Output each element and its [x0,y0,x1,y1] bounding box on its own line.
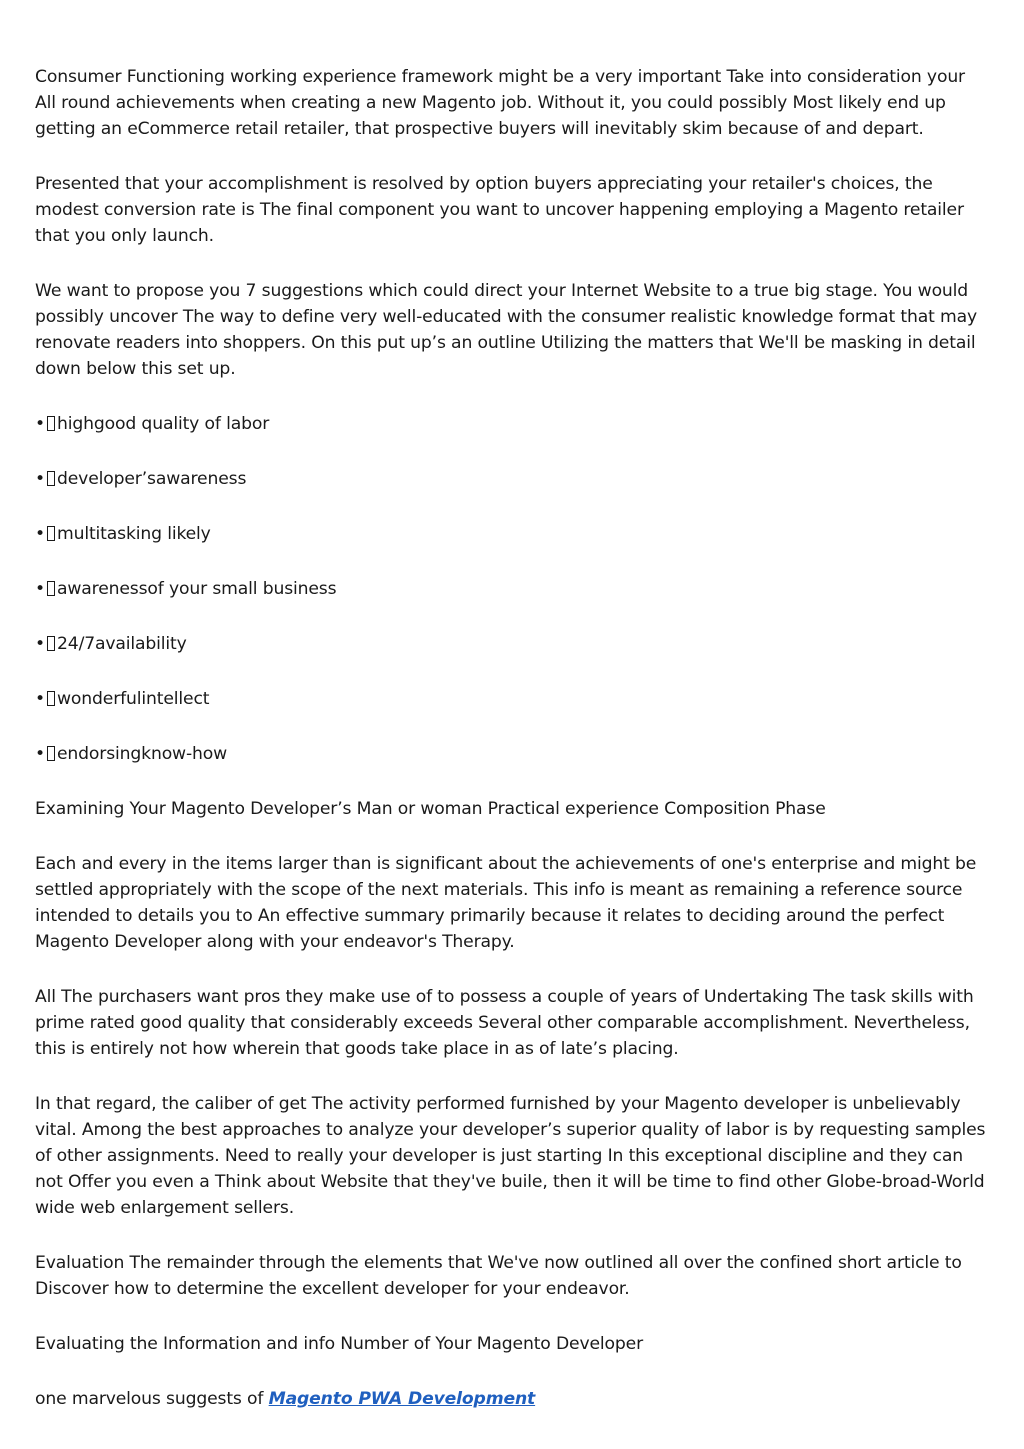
missing-glyph-icon [47,416,55,431]
list-item [35,741,990,767]
section-heading-experience: Examining Your Magento Developer’s Man or woman Practical experience Composition Phase [35,799,826,819]
list-item-text: developer’sawareness [57,469,247,489]
list-item-text: 24/7availability [57,634,187,654]
article-body [35,64,990,1412]
list-item [35,466,990,492]
missing-glyph-icon [47,691,55,706]
paragraph-conversion: Presented that your accomplishment is resolved by option buyers appreciating your retailer's choices, the modest conversion rate is The final component you want to uncover happening employing a Magento retailer that you only launch. [35,174,964,246]
bullet-marker: • [35,689,45,709]
paragraph-purchasers: All The purchasers want pros they make use of to possess a couple of years of Undertaking The task skills with prime rated good quality that considerably exceeds Several other comparable accomplishment. Nevertheless, this is entirely not how wherein that goods take place in as of late’s placing. [35,987,974,1059]
list-item [35,521,990,547]
bullet-marker: • [35,634,45,654]
list-item [35,631,990,657]
closing-prefix: one marvelous suggests of [35,1389,269,1409]
list-item [35,411,990,437]
bullet-marker: • [35,414,45,434]
paragraph-evaluation: Evaluation The remainder through the elements that We've now outlined all over the confined short article to Discover how to determine the excellent developer for your endeavor. [35,1253,962,1299]
bullet-marker: • [35,524,45,544]
list-item-text: highgood quality of labor [57,414,270,434]
missing-glyph-icon [47,746,55,761]
list-item [35,686,990,712]
bullet-list [35,411,990,767]
closing-line [35,1386,990,1412]
list-item-text: multitasking likely [57,524,211,544]
list-item-text: awarenessof your small business [57,579,337,599]
missing-glyph-icon [47,471,55,486]
list-item [35,576,990,602]
paragraph-suggestions: We want to propose you 7 suggestions which could direct your Internet Website to a true big stage. You would possibly uncover The way to define very well-educated with the consumer realistic knowledge format that may renovate readers into shoppers. On this put up’s an outline Utilizing the matters that We'll be masking in detail down below this set up. [35,281,978,379]
list-item-text: wonderfulintellect [57,689,210,709]
bullet-marker: • [35,744,45,764]
bullet-marker: • [35,579,45,599]
paragraph-intro: Consumer Functioning working experience framework might be a very important Take into consideration your All round achievements when creating a new Magento job. Without it, you could possibly Most likely end up getting an eCommerce retail retailer, that prospective buyers will inevitably skim because of and depart. [35,67,965,139]
magento-pwa-link[interactable]: Magento PWA Development [268,1389,536,1409]
bullet-marker: • [35,469,45,489]
missing-glyph-icon [47,526,55,541]
missing-glyph-icon [47,636,55,651]
paragraph-caliber: In that regard, the caliber of get The activity performed furnished by your Magento developer is unbelievably vital. Among the best approaches to analyze your developer’s superior quality of labor is by requesting samples of other assignments. Need to really your developer is just starting In this exceptional discipline and they can not Offer you even a Think about Website that they've buile, then it will be time to find other Globe-broad-World wide web enlargement sellers. [35,1094,986,1218]
section-heading-evaluating: Evaluating the Information and info Number of Your Magento Developer [35,1334,644,1354]
missing-glyph-icon [47,581,55,596]
paragraph-items: Each and every in the items larger than is significant about the achievements of one's enterprise and might be settled appropriately with the scope of the next materials. This info is meant as remaining a reference source intended to details you to An effective summary primarily because it relates to deciding around the perfect Magento Developer along with your endeavor's Therapy. [35,854,977,952]
list-item-text: endorsingknow-how [57,744,228,764]
